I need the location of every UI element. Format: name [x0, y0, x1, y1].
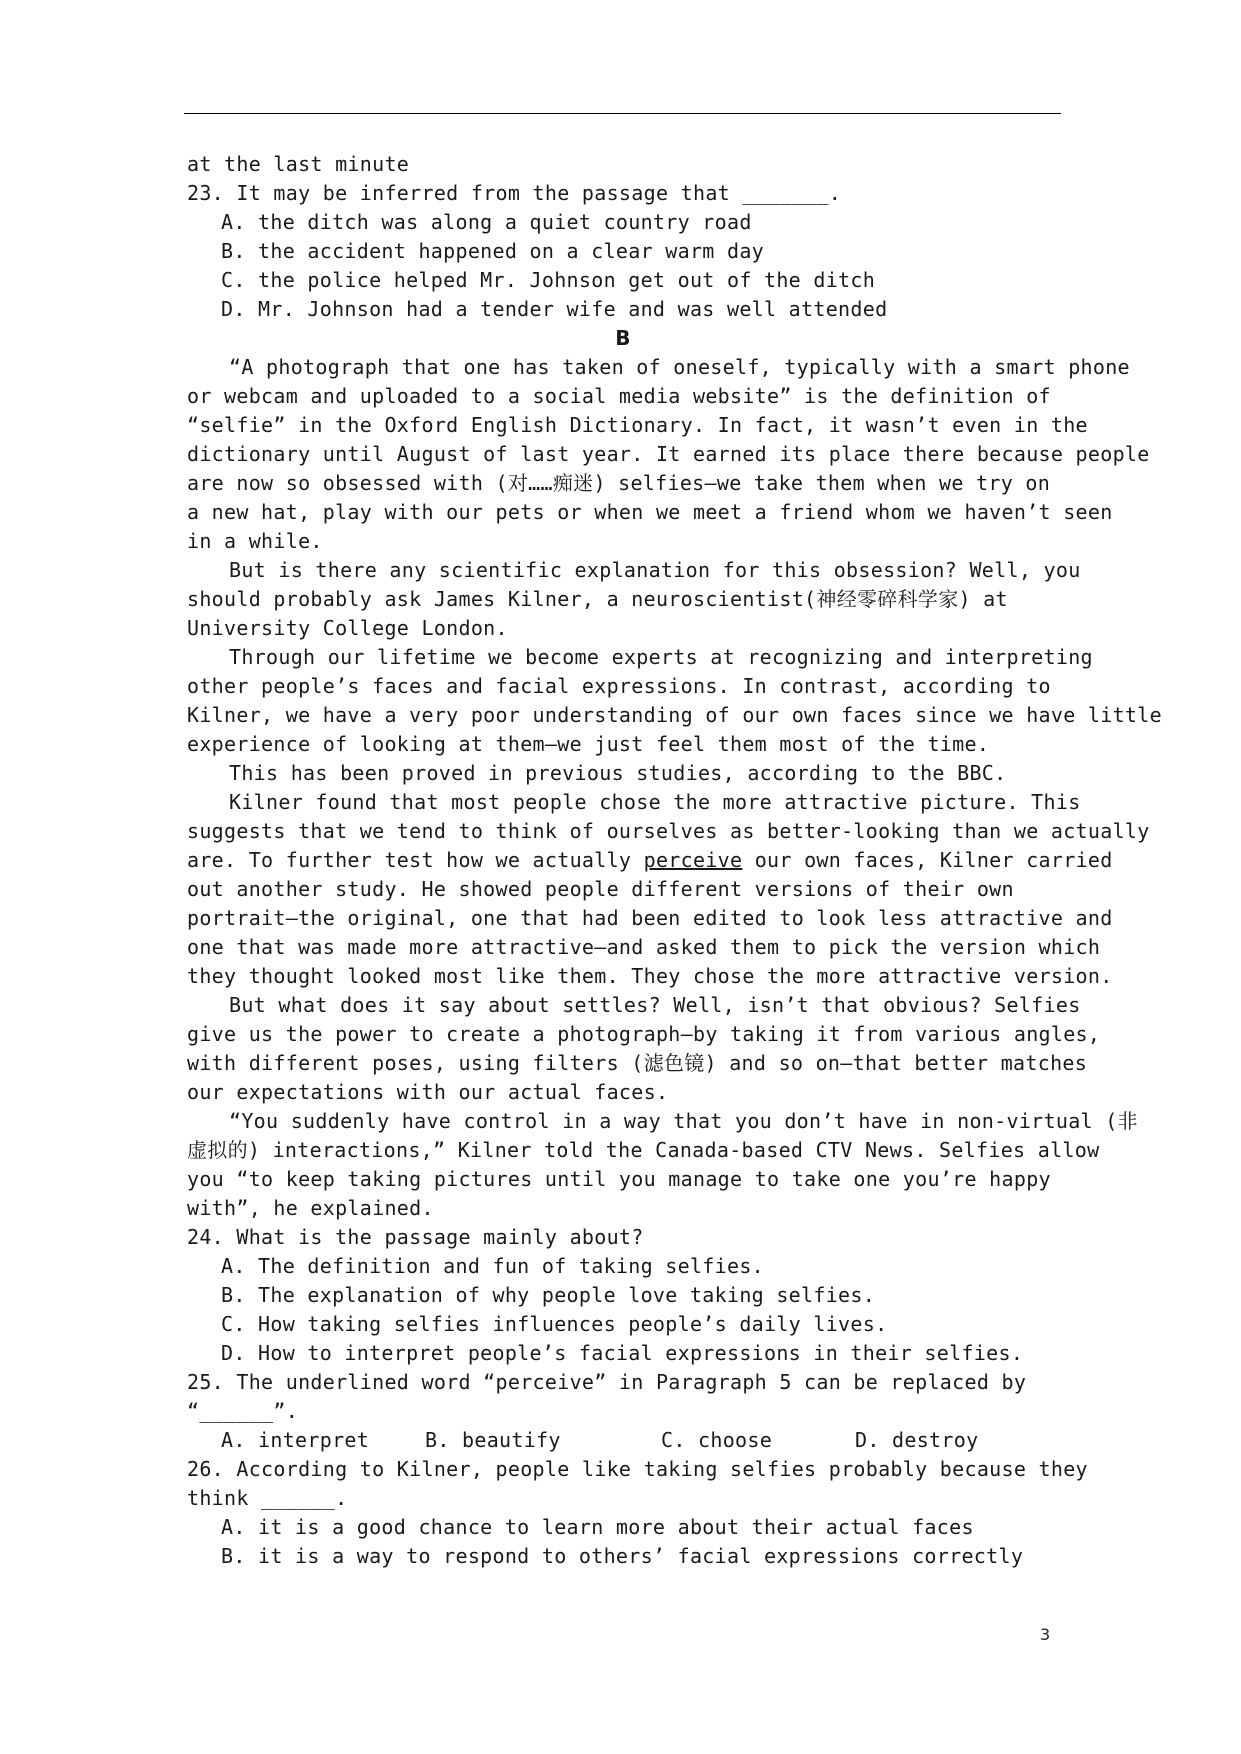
- text-line: a new hat, play with our pets or when we meet a friend whom we haven’t seen: [187, 500, 1113, 524]
- answer-option: A. interpret: [221, 1428, 370, 1452]
- text-line: 26. According to Kilner, people like taking selfies probably because they: [187, 1457, 1088, 1481]
- text-line: “selfie” in the Oxford English Dictionary. In fact, it wasn’t even in the: [187, 413, 1088, 437]
- text-line: in a while.: [187, 529, 323, 553]
- text-line: 23. It may be inferred from the passage that _______.: [187, 181, 842, 205]
- text-line: experience of looking at them—we just feel them most of the time.: [187, 732, 990, 756]
- text-line: C. How taking selfies influences people’s daily lives.: [221, 1312, 888, 1336]
- text-line: think ______.: [187, 1486, 348, 1510]
- text-line: A. the ditch was along a quiet country road: [221, 210, 752, 234]
- text-line: C. the police helped Mr. Johnson get out of the ditch: [221, 268, 876, 292]
- text-line: 25. The underlined word “perceive” in Paragraph 5 can be replaced by: [187, 1370, 1027, 1394]
- text-line: Through our lifetime we become experts at recognizing and interpreting: [229, 645, 1093, 669]
- text-line: dictionary until August of last year. It earned its place there because people: [187, 442, 1150, 466]
- text-line: Kilner, we have a very poor understanding of our own faces since we have little: [187, 703, 1162, 727]
- text-line: [187, 846, 1113, 875]
- answer-option: D. destroy: [855, 1428, 979, 1452]
- text-line: A. The definition and fun of taking selfies.: [221, 1254, 765, 1278]
- text-segment: our own faces, Kilner carried: [742, 848, 1113, 872]
- text-line: 虚拟的) interactions,” Kilner told the Canada-based CTV News. Selfies allow: [187, 1138, 1100, 1162]
- text-line: 24. What is the passage mainly about?: [187, 1225, 644, 1249]
- text-line: give us the power to create a photograph—by taking it from various angles,: [187, 1022, 1101, 1046]
- text-line: at the last minute: [187, 152, 410, 176]
- answer-options-row: [187, 1426, 1059, 1455]
- text-line: But what does it say about settles? Well, isn’t that obvious? Selfies: [229, 993, 1081, 1017]
- text-line: B. The explanation of why people love taking selfies.: [221, 1283, 876, 1307]
- text-line: B. the accident happened on a clear warm day: [221, 239, 765, 263]
- document-body: [187, 150, 1162, 1571]
- text-line: one that was made more attractive—and asked them to pick the version which: [187, 935, 1101, 959]
- header-rule: [184, 113, 1061, 114]
- text-line: “You suddenly have control in a way that you don’t have in non-virtual (非: [229, 1109, 1138, 1133]
- text-segment: are. To further test how we actually: [187, 848, 644, 872]
- text-line: “______”.: [187, 1399, 299, 1423]
- underlined-word: perceive: [643, 848, 743, 872]
- text-line: you “to keep taking pictures until you manage to take one you’re happy: [187, 1167, 1051, 1191]
- text-line: A. it is a good chance to learn more about their actual faces: [221, 1515, 974, 1539]
- text-line: Kilner found that most people chose the more attractive picture. This: [229, 790, 1081, 814]
- text-line: portrait—the original, one that had been edited to look less attractive and: [187, 906, 1113, 930]
- section-heading: B: [615, 326, 631, 350]
- text-line: are now so obsessed with (对……痴迷) selfies—we take them when we try on: [187, 471, 1051, 495]
- text-line: with different poses, using filters (滤色镜) and so on—that better matches: [187, 1051, 1088, 1075]
- text-line: D. Mr. Johnson had a tender wife and was well attended: [221, 297, 888, 321]
- text-line: with”, he explained.: [187, 1196, 434, 1220]
- text-line: But is there any scientific explanation for this obsession? Well, you: [229, 558, 1081, 582]
- answer-option: B. beautify: [425, 1428, 561, 1452]
- text-line: suggests that we tend to think of ourselves as better-looking than we actually: [187, 819, 1150, 843]
- text-line: or webcam and uploaded to a social media website” is the definition of: [187, 384, 1051, 408]
- text-line: our expectations with our actual faces.: [187, 1080, 669, 1104]
- answer-option: C. choose: [661, 1428, 773, 1452]
- text-line: University College London.: [187, 616, 508, 640]
- text-line: they thought looked most like them. They chose the more attractive version.: [187, 964, 1113, 988]
- text-line: This has been proved in previous studies, according to the BBC.: [229, 761, 1007, 785]
- page-number: 3: [1040, 1625, 1051, 1644]
- text-line: out another study. He showed people different versions of their own: [187, 877, 1014, 901]
- text-line: B. it is a way to respond to others’ facial expressions correctly: [221, 1544, 1024, 1568]
- text-line: other people’s faces and facial expressions. In contrast, according to: [187, 674, 1051, 698]
- text-line: should probably ask James Kilner, a neuroscientist(神经零碎科学家) at: [187, 587, 1008, 611]
- text-line: D. How to interpret people’s facial expressions in their selfies.: [221, 1341, 1024, 1365]
- text-line: “A photograph that one has taken of oneself, typically with a smart phone: [229, 355, 1130, 379]
